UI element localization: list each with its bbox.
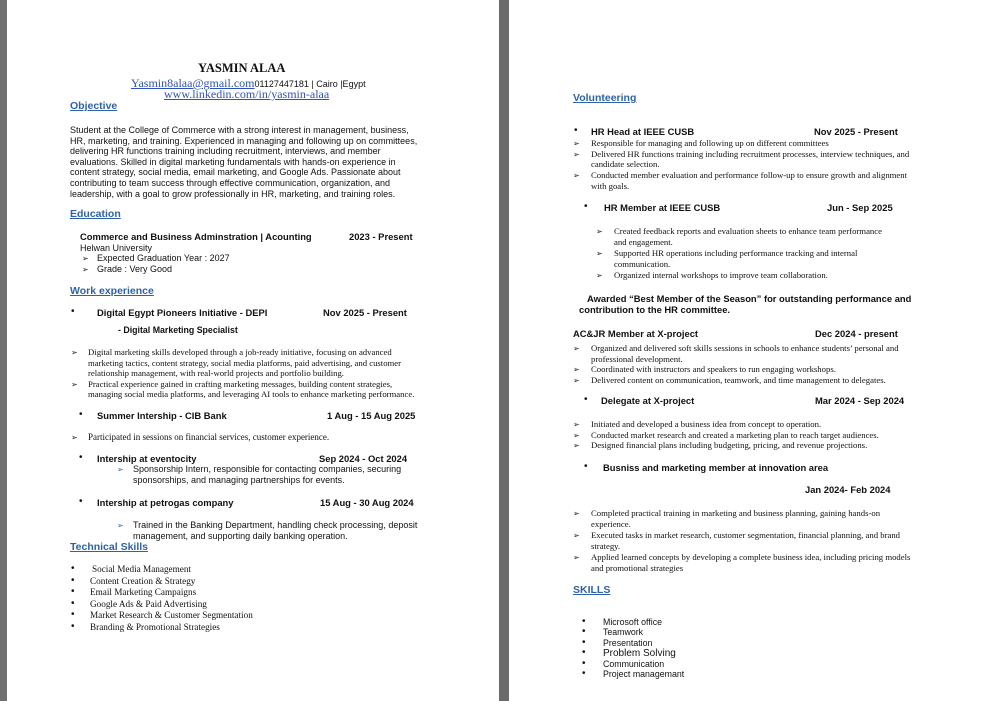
arrow-bullet-icon: ➢	[573, 149, 580, 159]
arrow-bullet-icon: ➢	[82, 254, 89, 263]
job-role-depi: - Digital Marketing Specialist	[118, 325, 238, 335]
acjr-bullet-line: professional development.	[591, 353, 683, 364]
objective-line: leadership, with a goal to grow professionally in HR, marketing, and training roles.	[70, 188, 396, 199]
hr-head-bullet-line: Conducted member evaluation and performance follow-up to ensure growth and alignment	[591, 170, 908, 181]
bullet-icon: •	[71, 609, 75, 621]
bullet-icon: •	[71, 563, 75, 574]
degree-title: Commerce and Business Adminstration | Acounting	[80, 231, 312, 242]
vol-date-delegate: Mar 2024 - Sep 2024	[815, 395, 905, 406]
bullet-icon: •	[79, 496, 83, 507]
delegate-bullet-line: Designed financial plans including budgeting, pricing, and revenue projections.	[591, 440, 868, 451]
eventocity-bullet-line2: sponsorships, and managing partnerships for events.	[133, 475, 345, 485]
objective-line: evaluations. Skilled in digital marketing fundamentals with hands-on experience in	[70, 156, 396, 167]
arrow-bullet-icon: ➢	[573, 509, 580, 518]
depi-bullet-line: relationship management, with real-world projects and portfolio building.	[88, 368, 344, 379]
bullet-icon: •	[71, 574, 75, 586]
job-date-petrogas: 15 Aug - 30 Aug 2024	[320, 497, 414, 508]
acjr-bullet-line: Organized and delivered soft skills sessions in schools to enhance students’ personal and	[591, 343, 899, 353]
resume-page-1	[7, 0, 499, 701]
arrow-bullet-icon: ➢	[573, 139, 580, 148]
bullet-icon: •	[582, 668, 586, 679]
vol-date-hr-head: Nov 2025 - Present	[814, 126, 898, 137]
delegate-bullet-line: Conducted market research and created a marketing plan to reach target audiences.	[591, 429, 879, 440]
volunteering-heading: Volunteering	[573, 92, 637, 104]
arrow-bullet-icon: ➢	[71, 379, 78, 389]
bullet-icon: •	[584, 461, 588, 472]
technical-skill-item: Google Ads & Paid Advertising	[90, 598, 207, 609]
award-line1: Awarded “Best Member of the Season” for outstanding performance and	[587, 293, 912, 304]
arrow-bullet-icon: ➢	[596, 271, 603, 281]
technical-skill-item: Branding & Promotional Strategies	[90, 622, 220, 632]
arrow-bullet-icon: ➢	[573, 171, 580, 181]
hr-head-bullet-line: Delivered HR functions training including recruitment processes, interview techniques, and	[591, 148, 910, 159]
depi-bullet-line: managing social media platforms, and leveraging AI tools to enhance marketing performance.	[88, 389, 415, 400]
award-line2: contribution to the HR committee.	[579, 304, 731, 315]
depi-bullet-line: Digital marketing skills developed through a job-ready initiative, focusing on advanced	[88, 347, 392, 357]
university-name: Helwan University	[80, 243, 153, 253]
vol-title-innovation: Busniss and marketing member at innovation area	[603, 462, 829, 473]
arrow-bullet-icon: ➢	[71, 348, 78, 357]
arrow-bullet-icon: ➢	[573, 344, 580, 353]
objective-line: delivering HR functions training including recruitment, interviews, and member	[70, 146, 381, 157]
bullet-icon: •	[582, 616, 586, 627]
arrow-bullet-icon: ➢	[573, 553, 580, 563]
eventocity-bullet-line1: Sponsorship Intern, responsible for contacting companies, securing	[133, 464, 402, 474]
arrow-bullet-icon: ➢	[573, 531, 580, 541]
vol-date-acjr: Dec 2024 - present	[815, 328, 898, 339]
vol-title-hr-member: HR Member at IEEE CUSB	[604, 202, 721, 213]
petrogas-bullet-line2: management, and supporting daily banking operation.	[133, 531, 348, 541]
skill-item: Presentation	[603, 637, 653, 648]
innovation-bullet-line: Completed practical training in marketing and business planning, gaining hands-on	[591, 508, 881, 518]
education-item: Grade : Very Good	[97, 264, 173, 274]
job-title-cib: Summer Intership - CIB Bank	[97, 410, 227, 421]
bullet-icon: •	[79, 452, 83, 463]
vol-title-delegate: Delegate at X-project	[601, 395, 695, 406]
vol-title-hr-head: HR Head at IEEE CUSB	[591, 126, 695, 137]
bullet-icon: •	[79, 409, 83, 420]
arrow-bullet-icon: ➢	[573, 365, 580, 375]
arrow-bullet-icon: ➢	[71, 433, 78, 442]
education-heading: Education	[70, 208, 121, 220]
job-date-depi: Nov 2025 - Present	[323, 307, 407, 318]
arrow-bullet-icon: ➢	[117, 521, 124, 530]
bullet-icon: •	[71, 621, 75, 632]
education-item: Expected Graduation Year : 2027	[97, 253, 230, 263]
arrow-bullet-icon: ➢	[596, 249, 603, 259]
phone-location: 01127447181 | Cairo |Egypt	[254, 79, 366, 89]
arrow-bullet-icon: ➢	[82, 265, 89, 274]
technical-skill-item: Email Marketing Campaigns	[90, 587, 197, 598]
innovation-bullet-line: and promotional strategies	[591, 563, 684, 573]
arrow-bullet-icon: ➢	[573, 375, 580, 385]
objective-line: content strategy, social media, email marketing, and Google Ads. Passionate about	[70, 167, 401, 178]
bullet-icon: •	[71, 306, 75, 317]
candidate-name: YASMIN ALAA	[198, 61, 286, 75]
bullet-icon: •	[71, 597, 75, 609]
vol-date-hr-member: Jun - Sep 2025	[827, 202, 893, 213]
hr-head-bullet-line: Responsible for managing and following up on different committees	[591, 138, 829, 148]
linkedin-link[interactable]: www.linkedin.com/in/yasmin-alaa	[164, 87, 330, 101]
skill-item: Microsoft office	[603, 617, 662, 627]
depi-bullet-line: Practical experience gained in crafting marketing messages, building content strategies,	[88, 378, 393, 389]
arrow-bullet-icon: ➢	[573, 430, 580, 440]
degree-date: 2023 - Present	[349, 231, 413, 242]
work-experience-heading: Work experience	[70, 285, 154, 297]
bullet-icon: •	[582, 626, 586, 638]
technical-skill-item: Content Creation & Strategy	[90, 575, 196, 586]
bullet-icon: •	[71, 586, 75, 598]
hr-member-bullet-line: Supported HR operations including performance tracking and internal	[614, 248, 858, 259]
delegate-bullet-line: Initiated and developed a business idea from concept to operation.	[591, 419, 822, 429]
bullet-icon: •	[574, 125, 578, 136]
technical-skill-item: Market Research & Customer Segmentation	[90, 610, 253, 621]
skill-item: Problem Solving	[603, 648, 676, 660]
skills-heading: SKILLS	[573, 584, 611, 596]
bullet-icon: •	[582, 636, 586, 648]
bullet-icon: •	[584, 201, 588, 212]
innovation-bullet-line: Executed tasks in market research, customer segmentation, financial planning, and brand	[591, 530, 901, 541]
bullet-icon: •	[584, 394, 588, 405]
bullet-icon: •	[582, 647, 586, 659]
hr-head-bullet-line: with goals.	[591, 180, 630, 191]
arrow-bullet-icon: ➢	[117, 465, 124, 474]
page-gap	[499, 0, 509, 701]
job-title-depi: Digital Egypt Pioneers Initiative - DEPI	[97, 307, 268, 318]
cib-bullet: Participated in sessions on financial services, customer experience.	[88, 432, 330, 442]
bullet-icon: •	[582, 657, 586, 669]
arrow-bullet-icon: ➢	[596, 227, 603, 236]
hr-member-bullet-line: and engagement.	[614, 236, 673, 247]
depi-bullet-line: marketing tactics, content strategy, social media platforms, paid advertising, and customer	[88, 357, 402, 368]
acjr-bullet-line: Delivered content on communication, teamwork, and time management to delegates.	[591, 374, 886, 385]
acjr-bullet-line: Coordinated with instructors and speakers to run engaging workshops.	[591, 364, 836, 375]
skill-item: Communication	[603, 658, 665, 669]
objective-heading: Objective	[70, 100, 118, 112]
hr-head-bullet-line: candidate selection.	[591, 159, 660, 170]
skill-item: Teamwork	[603, 627, 644, 638]
innovation-bullet-line: Applied learned concepts by developing a complete business idea, including pricing models	[591, 552, 911, 563]
arrow-bullet-icon: ➢	[573, 420, 580, 429]
resume-page-2	[509, 0, 1000, 701]
skill-item: Project managemant	[603, 669, 685, 679]
vol-title-acjr: AC&JR Member at X-project	[573, 328, 699, 339]
technical-skills-heading: Technical Skills	[70, 541, 149, 553]
job-title-eventocity: Intership at eventocity	[97, 453, 197, 464]
arrow-bullet-icon: ➢	[573, 441, 580, 451]
job-date-eventocity: Sep 2024 - Oct 2024	[319, 453, 408, 464]
hr-member-bullet-line: Created feedback reports and evaluation sheets to enhance team performance	[614, 226, 882, 236]
hr-member-bullet-line: communication.	[614, 258, 671, 269]
petrogas-bullet-line1: Trained in the Banking Department, handling check processing, deposit	[133, 520, 418, 530]
technical-skill-item: Social Media Management	[92, 564, 191, 574]
hr-member-bullet-line: Organized internal workshops to improve team collaboration.	[614, 270, 828, 281]
email-link[interactable]: Yasmin8alaa@gmail.com	[131, 76, 255, 90]
innovation-bullet-line: strategy.	[591, 540, 621, 551]
innovation-bullet-line: experience.	[591, 518, 631, 529]
vol-date-innovation: Jan 2024- Feb 2024	[805, 484, 891, 495]
objective-line: contributing to team success through effective communication, organization, and	[70, 178, 391, 188]
objective-line: Student at the College of Commerce with a strong interest in management, business,	[70, 125, 409, 135]
job-date-cib: 1 Aug - 15 Aug 2025	[327, 410, 416, 421]
objective-line: HR, marketing, and training. Experienced in managing and following up on committees,	[70, 135, 418, 146]
job-title-petrogas: Intership at petrogas company	[97, 497, 234, 508]
